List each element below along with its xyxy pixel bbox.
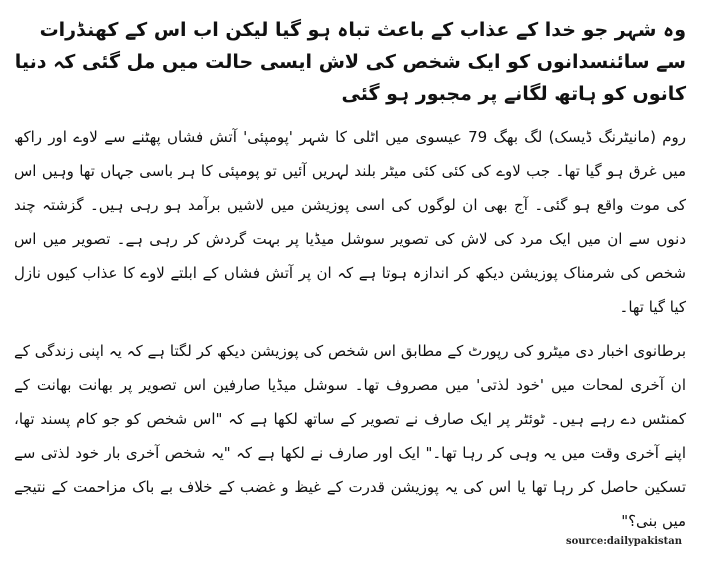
source-credit: source:dailypakistan: [565, 536, 682, 547]
article-paragraph-1: روم (مانیٹرنگ ڈیسک) لگ بھگ 79 عیسوی میں اٹلی کا شہر 'پومپئی' آتش فشاں پھٹنے سے لاوے اور راکھ میں غرق ہو گیا تھا۔ جب لاوے کی کئی کئی میٹر بلند لہریں آئیں تو پومپئی کا ہر باسی جہاں تھا وہیں اس کی موت واقع ہو گئی۔ آج بھی ان لوگوں کی اسی پوزیشن میں لاشیں برآمد ہو رہی ہیں۔ گزشتہ چند دنوں سے ان میں ایک مرد کی لاش کی تصویر سوشل میڈیا پر بہت گردش کر رہی ہے۔ تصویر میں اس شخص کی شرمناک پوزیشن دیکھ کر اندازہ ہوتا ہے کہ ان پر آتش فشاں کے ابلتے لاوے کا عذاب کیوں نازل کیا گیا تھا۔: [14, 128, 686, 316]
article: [14, 14, 686, 548]
article-headline: وہ شہر جو خدا کے عذاب کے باعث تباہ ہو گیا لیکن اب اس کے کھنڈرات سے سائنسدانوں کو ایک شخص کی لاش ایسی حالت میں مل گئی کہ دنیا کانوں کو ہاتھ لگانے پر مجبور ہو گئی: [14, 19, 686, 105]
article-paragraph-2: برطانوی اخبار دی میٹرو کی رپورٹ کے مطابق اس شخص کی پوزیشن دیکھ کر لگتا ہے کہ یہ اپنی زندگی کے ان آخری لمحات میں 'خود لذتی' میں مصروف تھا۔ سوشل میڈیا صارفین اس تصویر پر بھانت بھانت کے کمنٹس دے رہے ہیں۔ ٹوئٹر پر ایک صارف نے تصویر کے ساتھ لکھا ہے کہ "اس شخص کو جو کام پسند تھا، اپنے آخری وقت میں یہ وہی کر رہا تھا۔" ایک اور صارف نے لکھا ہے کہ "یہ شخص آخری بار خود لذتی سے تسکین حاصل کر رہا تھا یا اس کی یہ پوزیشن قدرت کے غیظ و غضب کے خلاف بے باک مزاحمت کے نتیجے میں بنی؟": [14, 342, 686, 530]
